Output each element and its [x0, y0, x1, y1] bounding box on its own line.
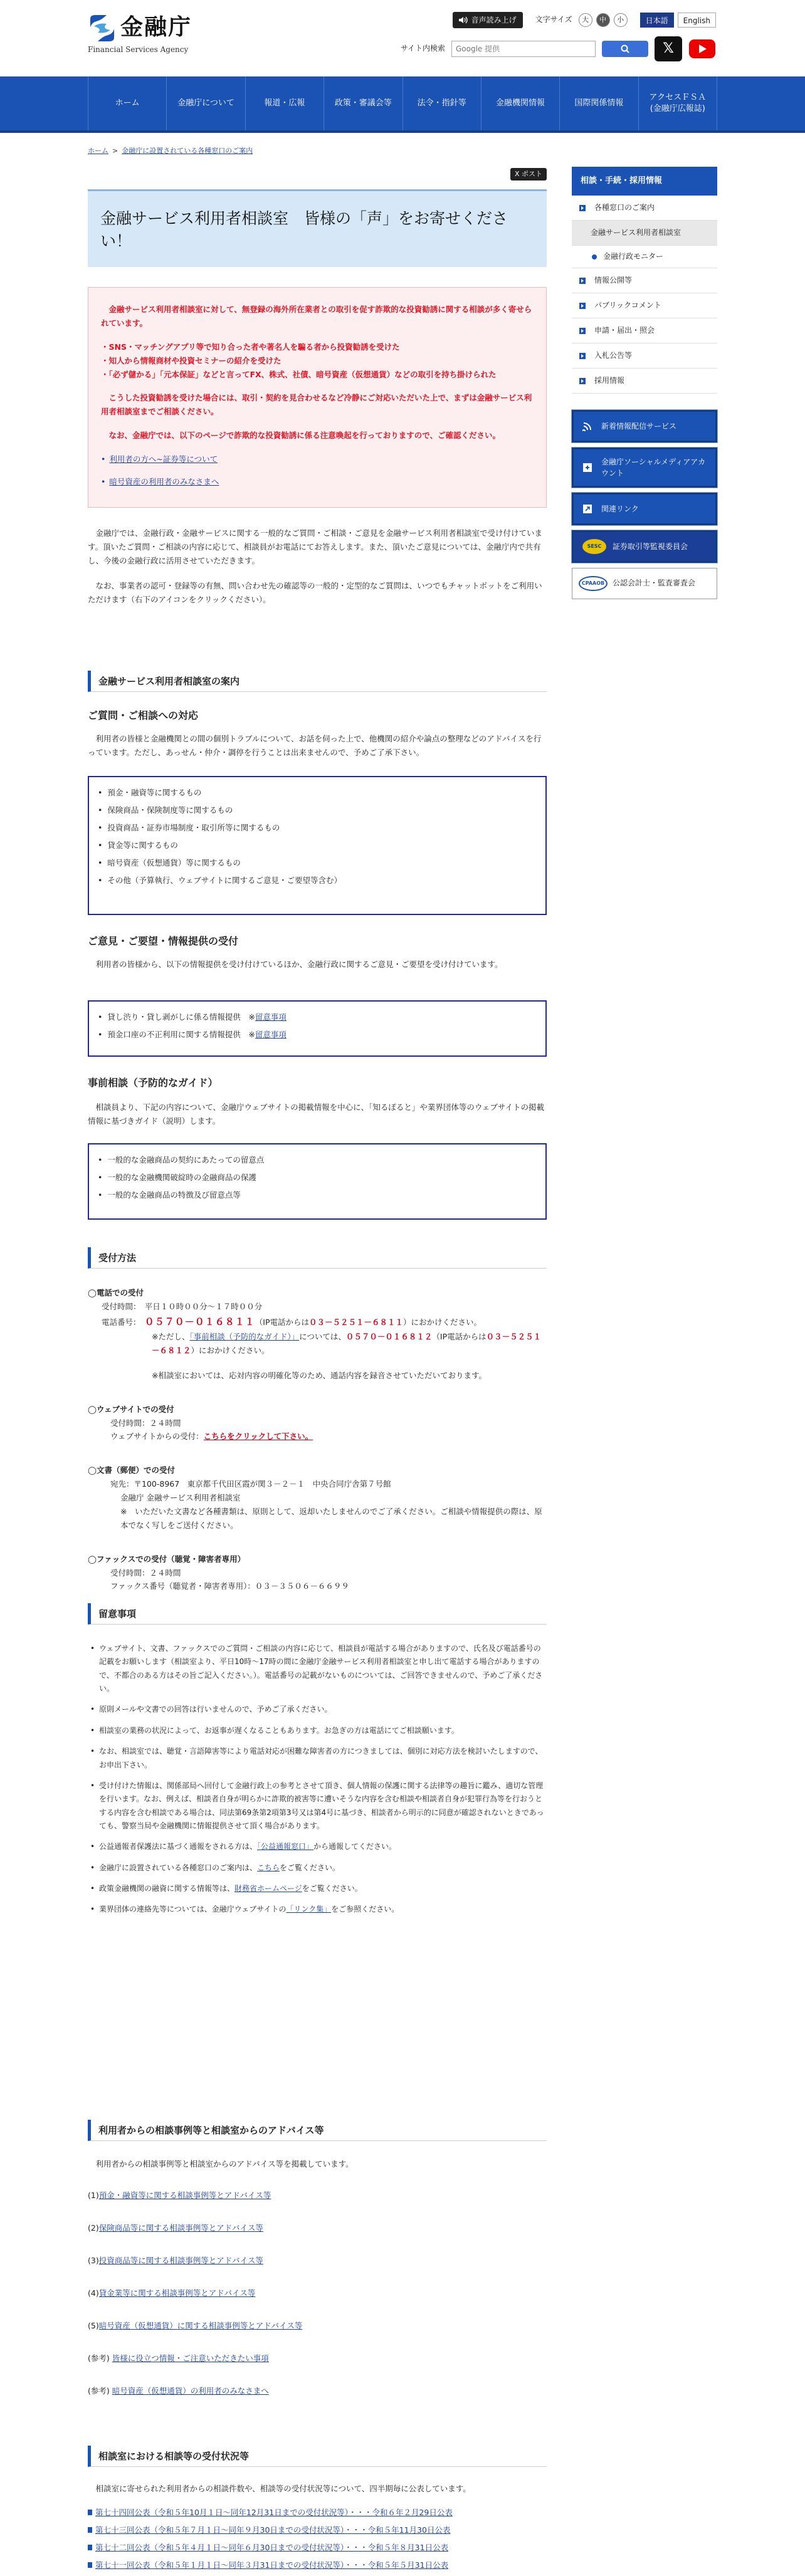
share-icon [582, 463, 592, 473]
phone-hours: 受付時間： 平日１０時００分～１７時００分 [102, 1301, 263, 1311]
list-item: (参考) 皆様に役立つ情報・ご注意いただきたい事項 [88, 2353, 269, 2363]
list-item: • 相談室の業務の状況によって、お返事が遅くなることもあります。お急ぎの方は電話にてご相談願います。 [88, 1724, 547, 1737]
notes-link[interactable]: 留意事項 [255, 1030, 287, 1039]
list-item: • ウェブサイト、文書、ファックスでのご質問・ご相談の内容に応じて、相談員が電話する場合がありますので、氏名及び電話番号の記載をお願いします（相談室より、平日10時～17時の間に金融庁金融サービス利用者相談室と申し出て電話する場合がありますので、不都合のある方はその旨ご記入ください。）。電話番号の記載がないものについては、ご回答できませんので、予めご了承ください。 [88, 1642, 547, 1695]
nav-press[interactable]: 報道・広報 [245, 76, 324, 130]
list-item: • 保険商品・保険制度等に関するもの [98, 804, 537, 817]
list-item: • 貸金等に関するもの [98, 839, 537, 852]
search-area [401, 36, 716, 61]
case-link[interactable]: 保険商品等に関する相談事例等とアドバイス等 [98, 2223, 263, 2233]
list-item: • 一般的な金融商品の契約にあたっての留意点 [98, 1153, 537, 1167]
sidebar [572, 167, 717, 599]
case-link[interactable]: 貸金業等に関する相談事例等とアドバイス等 [98, 2288, 256, 2298]
chevron-right-icon [579, 303, 586, 309]
case-link[interactable]: 皆様に役立つ情報・ご注意いただきたい事項 [112, 2353, 269, 2363]
page-title-box [88, 189, 547, 267]
phone-note: ※ただし、「事前相談（予防的なガイド）」については、０５７０－０１６８１２（IP電話からは０３－５２５１－６８１２）におかけください。 [152, 1332, 542, 1355]
sidebar-item-monitor[interactable]: 金融行政モニター [572, 246, 717, 268]
sidebar-item-contact-points[interactable]: 各種窓口のご案内 [572, 196, 717, 221]
site-header [0, 0, 805, 76]
section-heading: 受付方法 [88, 1247, 547, 1269]
youtube-icon[interactable] [688, 36, 716, 61]
section-paragraph: 利用者の皆様と金融機関との間の個別トラブルについて、お話を伺った上で、他機関の紹介や論点の整理などのアドバイスを行っています。ただし、あっせん・仲介・調停を行うことは出来ませんので、予めご了承下さい。 [88, 734, 542, 757]
list-item: • 一般的な金融機関破綻時の金融商品の保護 [98, 1171, 537, 1185]
reception-title-fax: ◯ファックスでの受付（聴覚・障害者専用） [88, 1554, 246, 1564]
utility-tools [453, 11, 716, 29]
case-link[interactable]: 預金・融資等に関する相談事例等とアドバイス等 [98, 2191, 271, 2200]
lang-english-button[interactable]: English [678, 13, 716, 28]
mail-note: ※ いただいた文書など各種書類は、原則として、返却いたしませんのでご了承ください。ご相談や情報提供の際は、原本でなく写しをご送付ください。 [120, 1506, 542, 1530]
list-item: • 業界団体の連絡先等については、金融庁ウェブサイトの「リンク集」をご参照ください。 [88, 1903, 547, 1916]
list-item: (1)預金・融資等に関する相談事例等とアドバイス等 [88, 2191, 271, 2200]
inquiry-topics-box [88, 776, 547, 915]
list-item: • 公益通報者保護法に基づく通報をされる方は、「公益通報窓口」から通報してください。 [88, 1840, 547, 1853]
web-hours: 受付時間：２４時間 [110, 1418, 181, 1428]
chevron-right-icon [579, 378, 586, 384]
alert-text: 金融サービス利用者相談室に対して、無登録の海外所在業者との取引を促す詐欺的な投資勧誘に関する相談が多く寄せられています。 [101, 305, 532, 328]
page-title: 金融サービス利用者相談室 皆様の「声」をお寄せください！ [100, 209, 508, 251]
x-social-icon[interactable]: 𝕏 [655, 36, 682, 61]
list-item: (参考) 暗号資産（仮想通貨）の利用者のみなさまへ [88, 2386, 269, 2395]
voice-readout-button[interactable] [453, 12, 523, 28]
font-size-small-button[interactable]: 小 [614, 13, 628, 27]
nav-about[interactable]: 金融庁について [166, 76, 245, 130]
nav-institutions[interactable]: 金融機関情報 [481, 76, 559, 130]
x-post-button[interactable]: X ポスト [510, 168, 547, 181]
intro-paragraph: 金融庁では、金融行政・金融サービスに関する一般的なご質問・ご相談・ご意見を金融サービス利用者相談室で受け付けています。頂いたご質問・ご相談の内容に応じて、相談員がお電話にてお答えします。また、頂いたご意見については、金融庁内で共有し、今後の金融行政に活用させていただきます。 [88, 528, 543, 565]
section-paragraph: 利用者からの相談事例等と相談室からのアドバイス等を掲載しています。 [95, 2159, 354, 2169]
list-item [88, 2558, 547, 2576]
web-form-link[interactable]: こちらをクリックして下さい。 [203, 1432, 313, 1442]
section-paragraph: 利用者の皆様から、以下の情報提供を受け付けているほか、金融行政に関するご意見・ご要望を受け付けています。 [95, 960, 503, 969]
section-paragraph: 相談員より、下記の内容について、金融庁ウェブサイトの掲載情報を中心に、「知るぽると」や業界団体等のウェブサイトの掲載情報に基づきガイド（説明）します。 [88, 1102, 545, 1126]
list-item: (3)投資商品等に関する相談事例等とアドバイス等 [88, 2256, 263, 2265]
case-list [88, 2189, 547, 2417]
sidebar-item-applications[interactable]: 申請・届出・照会 [572, 318, 717, 343]
sidebar-item-consultation-office[interactable]: 金融サービス利用者相談室 [572, 221, 717, 246]
preventive-guide-box [88, 1143, 547, 1220]
list-item [88, 2523, 547, 2541]
list-item: • 一般的な金融商品の特徴及び留意点等 [98, 1188, 537, 1202]
mail-address: 宛先：〒100-8967 東京都千代田区霞が関３－２－１ 中央合同庁舎第７号館 [110, 1479, 391, 1489]
list-item: • 暗号資産（仮想通貨）等に関するもの [98, 856, 537, 870]
voice-readout-label: 音声読み上げ [471, 16, 517, 24]
list-item: • 貸し渋り・貸し剥がしに係る情報提供 ※留意事項 [98, 1010, 537, 1024]
nav-home[interactable]: ホーム [88, 76, 166, 130]
sidebar-related-links-button[interactable]: 関連リンク [572, 493, 717, 525]
whistleblower-link[interactable]: 「公益通報窓口」 [257, 1842, 314, 1851]
breadcrumb-separator: > [112, 147, 118, 155]
breadcrumb-home-link[interactable]: ホーム [88, 147, 108, 155]
search-icon [621, 45, 629, 53]
sidebar-item-public-comment[interactable]: パブリックコメント [572, 293, 717, 318]
report-list [88, 2506, 547, 2576]
breadcrumb [88, 145, 253, 157]
link-collection-link[interactable]: 「リンク集」 [286, 1905, 332, 1914]
web-reception-line: ウェブサイトからの受付：こちらをクリックして下さい。 [110, 1432, 313, 1442]
reception-title-web: ◯ウェブサイトでの受付 [88, 1404, 174, 1414]
mail-recipient: 金融庁 金融サービス利用者相談室 [120, 1493, 241, 1502]
section-paragraph: 相談室に寄せられた利用者からの相談件数や、相談等の受付状況等について、四半期毎に公表しています。 [95, 2484, 471, 2493]
font-size-label: 文字サイズ [535, 15, 572, 24]
list-item: (4)貸金業等に関する相談事例等とアドバイス等 [88, 2288, 256, 2298]
alert-link-crypto[interactable]: 暗号資産の利用者のみなさまへ [109, 476, 219, 486]
fax-hours: 受付時間：２４時間 [110, 1568, 181, 1578]
chevron-right-icon [579, 353, 586, 359]
font-size-large-button[interactable]: 大 [579, 13, 592, 27]
alert-bullet: ・SNS・マッチングアプリ等で知り合った者や著名人を騙る者から投資勧誘を受けた [101, 342, 400, 352]
reception-title-phone: ◯電話での受付 [88, 1288, 144, 1297]
notes-list [88, 1642, 547, 1924]
intro-paragraph: なお、事業者の認可・登録等の有無、問い合わせ先の確認等の一般的・定型的なご質問は、いつでもチャットボットをご利用いただけます（右下のアイコンをクリックください）。 [88, 581, 542, 604]
global-nav [0, 76, 805, 133]
alert-link-securities[interactable]: 利用者の方へ~証券等について [109, 454, 218, 464]
case-link[interactable]: 暗号資産（仮想通貨）の利用者のみなさまへ [112, 2386, 269, 2395]
sidebar-item-disclosure[interactable]: 情報公開等 [572, 268, 717, 293]
list-item [88, 2506, 547, 2523]
sidebar-sesc-banner[interactable]: SESC 証券取引等監視委員会 [572, 530, 717, 563]
case-link[interactable]: 暗号資産（仮想通貨）に関する相談事例等とアドバイス等 [98, 2321, 303, 2330]
subsection-heading: 事前相談（予防的なガイド） [88, 1077, 218, 1089]
chevron-right-icon [579, 328, 586, 334]
subsection-heading: ご意見・ご要望・情報提供の受付 [88, 935, 239, 947]
fsa-logo-mark-icon [88, 14, 117, 43]
speaker-icon [459, 16, 468, 24]
list-item: (2)保険商品等に関する相談事例等とアドバイス等 [88, 2223, 263, 2233]
logo-text-jp: 金融庁 [120, 14, 192, 40]
section-heading: 留意事項 [88, 1603, 547, 1625]
list-item [88, 2541, 547, 2558]
list-item: • 政策金融機関の融資に関する情報等は、財務省ホームページをご覧ください。 [88, 1882, 547, 1895]
list-item: • 原則メールや文書での回答は行いませんので、予めご了承ください。 [88, 1703, 547, 1716]
sidebar-social-media-button[interactable]: 金融庁ソーシャルメディアアカウント [572, 448, 717, 488]
report-link[interactable]: 第七十三回公表（令和５年７月１日～同年９月30日までの受付状況等）・・・令和５年11月30日公表 [95, 2525, 451, 2535]
preventive-guide-link[interactable]: 「事前相談（予防的なガイド）」 [189, 1332, 300, 1341]
sesc-logo-icon: SESC [582, 539, 606, 554]
section-heading: 金融サービス利用者相談室の案内 [88, 671, 547, 692]
list-item: • 投資商品・証券市場制度・取引所等に関するもの [98, 821, 537, 835]
alert-bullet: ・「必ず儲かる」「元本保証」などと言ってFX、株式、社債、暗号資産（仮想通貨）などの取引を持ち掛けられた [101, 369, 497, 379]
alert-bullet: ・知人から情報商材や投資セミナーの紹介を受けた [101, 355, 281, 365]
list-item: • なお、相談室では、聴覚・言語障害等により電話対応が困難な障害者の方につきましては、個別に対応方法を検討いたしますので、お申出下さい。 [88, 1745, 547, 1772]
search-label: サイト内検索 [400, 44, 445, 53]
subsection-heading: ご質問・ご相談への対応 [88, 709, 199, 721]
chevron-right-icon [579, 205, 586, 211]
lang-japanese-button[interactable]: 日本語 [640, 13, 674, 28]
phone-number[interactable]: ０５７０－０１６８１１ [144, 1316, 255, 1327]
sidebar-item-bidding[interactable]: 入札公告等 [572, 343, 717, 369]
reception-title-mail: ◯文書（郵便）での受付 [88, 1465, 175, 1475]
info-provision-box [88, 1000, 547, 1057]
list-item: • 受け付けた情報は、関係部局へ回付して金融行政上の参考とさせて頂き、個人情報の保護に関する法律等の趣旨に鑑み、適切な管理を行います。なお、例えば、相談者自身が明らかに詐欺的被害等に遭いそうな内容を含む相談や相談者自身が犯罪行為等を行おうとする内容を含む相談である場合は、同法第69条第2項第3号又は第4号に基づき、相談者から明示的に同意が確認されないときであっても、警察当局や金融機関に情報提供させて頂く場合があります。 [88, 1779, 547, 1833]
mof-link[interactable]: 財務省ホームページ [234, 1884, 302, 1893]
section-heading: 利用者からの相談事例等と相談室からのアドバイス等 [88, 2120, 547, 2141]
contact-points-link[interactable]: こちら [257, 1863, 280, 1872]
list-item: (5)暗号資産（仮想通貨）に関する相談事例等とアドバイス等 [88, 2321, 303, 2330]
nav-policy[interactable]: 政策・審議会等 [324, 76, 402, 130]
link-icon [582, 504, 592, 514]
sidebar-item-recruitment[interactable]: 採用情報 [572, 369, 717, 394]
cpaaob-logo-icon: CPAAOB [579, 576, 608, 591]
sidebar-cpaaob-banner[interactable]: CPAAOB 公認会計士・監査審査会 [572, 568, 717, 599]
breadcrumb-current-link[interactable]: 金融庁に設置されている各種窓口のご案内 [122, 147, 253, 155]
report-link[interactable]: 第七十四回公表（令和５年10月１日～同年12月31日までの受付状況等）・・・令和６年２月29日公表 [95, 2508, 453, 2517]
sidebar-heading[interactable]: 相談・手続・採用情報 [572, 167, 717, 196]
recording-note: ※相談室においては、応対内容の明確化等のため、通話内容を録音させていただいております。 [152, 1370, 487, 1380]
sidebar-news-delivery-button[interactable]: 新着情報配信サービス [572, 410, 717, 442]
fsa-logo[interactable] [88, 11, 226, 55]
nav-laws[interactable]: 法令・指針等 [402, 76, 481, 130]
logo-text-en: Financial Services Agency [88, 45, 189, 54]
reception-methods [88, 1286, 547, 1593]
section-heading: 相談室における相談等の受付状況等 [88, 2446, 547, 2467]
notes-link[interactable]: 留意事項 [255, 1012, 287, 1022]
case-link[interactable]: 投資商品等に関する相談事例等とアドバイス等 [98, 2256, 263, 2265]
search-input[interactable] [451, 41, 596, 57]
list-item: • 預金口座の不正利用に関する情報提供 ※留意事項 [98, 1028, 537, 1042]
alert-text: こうした投資勧誘を受けた場合には、取引・契約を見合わせるなど冷静にご対応いただいた上で、まずは金融サービス利用者相談室までご相談ください。 [101, 393, 532, 417]
list-item: • 金融庁に設置されている各種窓口のご案内は、こちらをご覧ください。 [88, 1861, 547, 1875]
nav-access-fsa[interactable]: アクセスＦＳＡ (金融庁広報誌) [638, 76, 717, 130]
alert-text: なお、金融庁では、以下のページで詐欺的な投資勧誘に係る注意喚起を行っておりますので、ご確認ください。 [108, 431, 501, 441]
fraud-alert-box [88, 287, 547, 508]
list-item: • その他（予算執行、ウェブサイトに関するご意見・ご要望等含む） [98, 874, 537, 887]
nav-international[interactable]: 国際関係情報 [559, 76, 638, 130]
phone-number-line: 電話番号： ０５７０－０１６８１１（IP電話からは０３－５２５１－６８１１）におかけください。 [102, 1316, 482, 1327]
report-link[interactable]: 第七十二回公表（令和５年４月１日～同年６月30日までの受付状況等）・・・令和５年８月31日公表 [95, 2543, 449, 2552]
rss-icon [582, 421, 592, 431]
font-size-medium-button[interactable]: 中 [596, 13, 610, 27]
fax-number: ファックス番号（聴覚者・障害者専用）：０３－３５０６－６６９９ [110, 1581, 349, 1591]
chevron-right-icon [579, 278, 586, 284]
search-button[interactable] [602, 41, 648, 57]
report-link[interactable]: 第七十一回公表（令和５年１月１日～同年３月31日までの受付状況等）・・・令和５年５月31日公表 [95, 2560, 449, 2570]
list-item: • 預金・融資等に関するもの [98, 786, 537, 800]
